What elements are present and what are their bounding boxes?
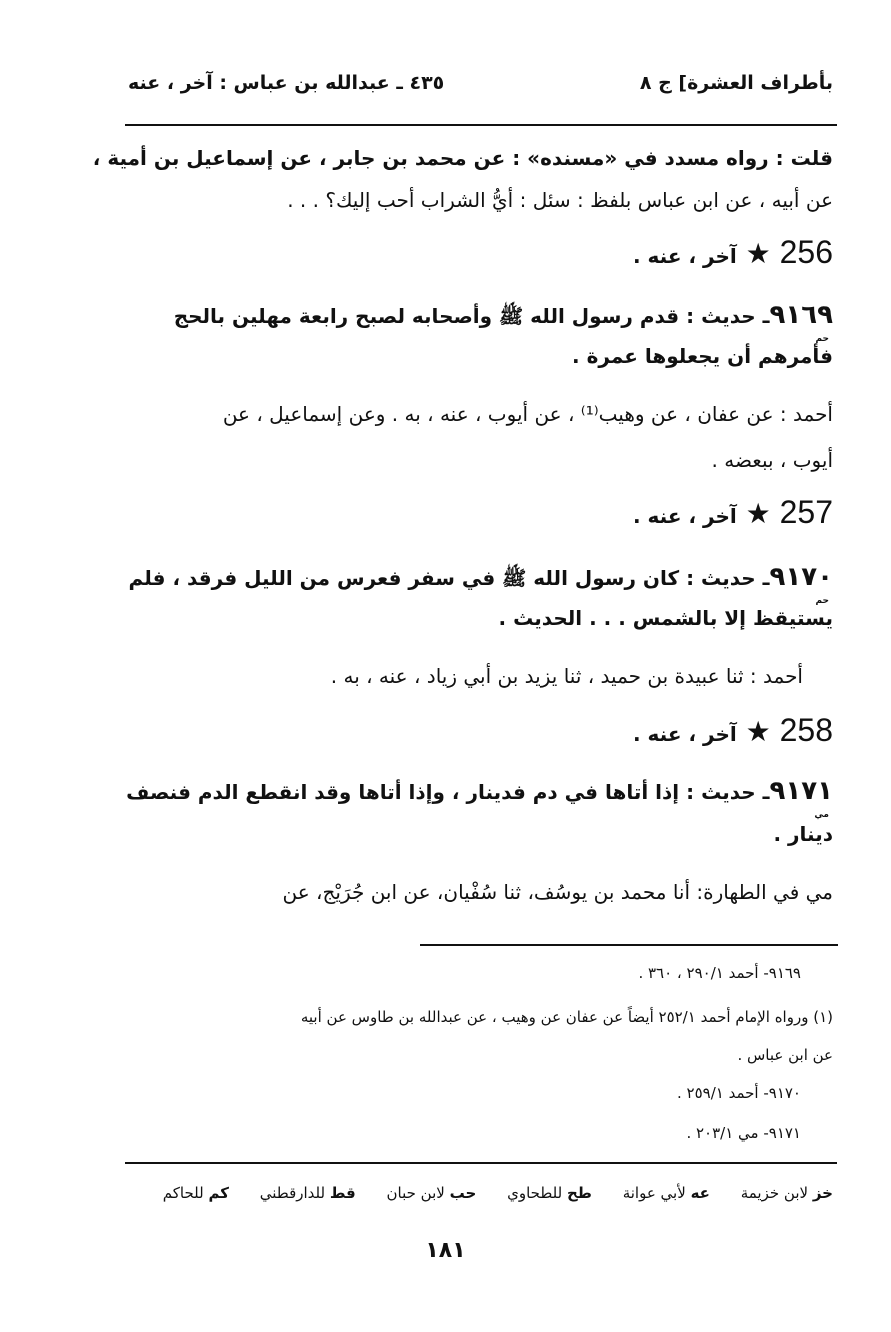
section-marker <box>633 234 833 271</box>
legend-item: طح للطحاوي <box>507 1184 592 1202</box>
abbreviation-legend <box>163 1184 833 1202</box>
hadith-number: ٩١٧١ <box>769 776 833 806</box>
hadith-number: ٩١٧٠ <box>769 562 833 592</box>
footnote-line: ٩١٦٩- أحمد ٢٩٠/١ ، ٣٦٠ . <box>638 964 801 982</box>
star-icon: ★ <box>745 238 771 269</box>
hadith-line-1 <box>126 776 833 806</box>
hadith-sigla: مي <box>814 810 829 820</box>
star-icon: ★ <box>745 498 771 529</box>
source-line-1: أحمد : ثنا عبيدة بن حميد ، ثنا يزيد بن أبي زياد ، عنه ، به . <box>330 664 803 688</box>
footnote-rule <box>420 944 838 946</box>
hadith-text: ـ حديث : قدم رسول الله ﷺ وأصحابه لصبح رابعة مهلين بالحج <box>173 304 770 328</box>
marker-number: 257 <box>779 494 833 530</box>
marker-text: آخر ، عنه . <box>632 504 737 528</box>
running-header-title: بأطراف العشرة] ج ٨ <box>639 72 833 94</box>
running-header-section: ٤٣٥ ـ عبدالله بن عباس : آخر ، عنه <box>128 72 445 94</box>
hadith-text: ـ حديث : إذا أتاها في دم فدينار ، وإذا أتاها وقد انقطع الدم فنصف <box>126 780 770 804</box>
hadith-line-2: دينار . <box>773 822 833 846</box>
legend-item: قط للدارقطني <box>259 1184 356 1202</box>
hadith-text: ـ حديث : كان رسول الله ﷺ في سفر فعرس من الليل فرقد ، فلم <box>128 566 770 590</box>
hadith-line-1 <box>174 300 833 333</box>
page-number: ١٨١ <box>425 1238 466 1263</box>
source-line-1: أحمد : عن عفان ، عن وهيب⁽¹⁾ ، عن أيوب ، عنه ، به . وعن إسماعيل ، عن <box>222 402 833 426</box>
hadith-sigla: حم <box>815 596 829 606</box>
hadith-line-1 <box>129 562 833 595</box>
footnote-line: ٩١٧١- مي ٢٠٣/١ . <box>686 1124 801 1142</box>
hadith-line-2: فأمرهم أن يجعلوها عمرة . <box>572 344 833 368</box>
star-icon: ★ <box>745 716 771 747</box>
section-marker <box>633 494 833 531</box>
header-rule <box>125 124 837 126</box>
legend-item: كم للحاكم <box>162 1184 229 1202</box>
hadith-number: ٩١٦٩ <box>769 300 833 330</box>
intro-line-2: عن أبيه ، عن ابن عباس بلفظ : سئل : أيُّ الشراب أحب إليك؟ . . . <box>287 188 833 212</box>
marker-text: آخر ، عنه . <box>632 244 737 268</box>
footnote-line: عن ابن عباس . <box>737 1046 833 1064</box>
marker-number: 258 <box>779 712 833 748</box>
marker-text: آخر ، عنه . <box>632 722 737 746</box>
hadith-line-2: يستيقظ إلا بالشمس . . . الحديث . <box>498 606 833 630</box>
legend-item: خز لابن خزيمة <box>740 1184 833 1202</box>
legend-item: حب لابن حبان <box>386 1184 477 1202</box>
intro-line-1: قلت : رواه مسدد في «مسنده» : عن محمد بن جابر ، عن إسماعيل بن أمية ، <box>92 146 833 170</box>
footnote-line: ٩١٧٠- أحمد ٢٥٩/١ . <box>677 1084 801 1102</box>
legend-rule <box>125 1162 837 1164</box>
footnote-line: (١) ورواه الإمام أحمد ٢٥٢/١ أيضاً عن عفان عن وهيب ، عن عبدالله بن طاوس عن أبيه <box>300 1008 833 1026</box>
section-marker <box>633 712 833 749</box>
source-line-1: مي في الطهارة: أنا محمد بن يوسُف، ثنا سُفْيان، عن ابن جُرَيْج، عن <box>282 880 833 904</box>
hadith-sigla: حم <box>815 334 829 344</box>
marker-number: 256 <box>779 234 833 270</box>
source-line-2: أيوب ، ببعضه . <box>711 448 833 472</box>
legend-item: عه لأبي عوانة <box>622 1184 710 1202</box>
